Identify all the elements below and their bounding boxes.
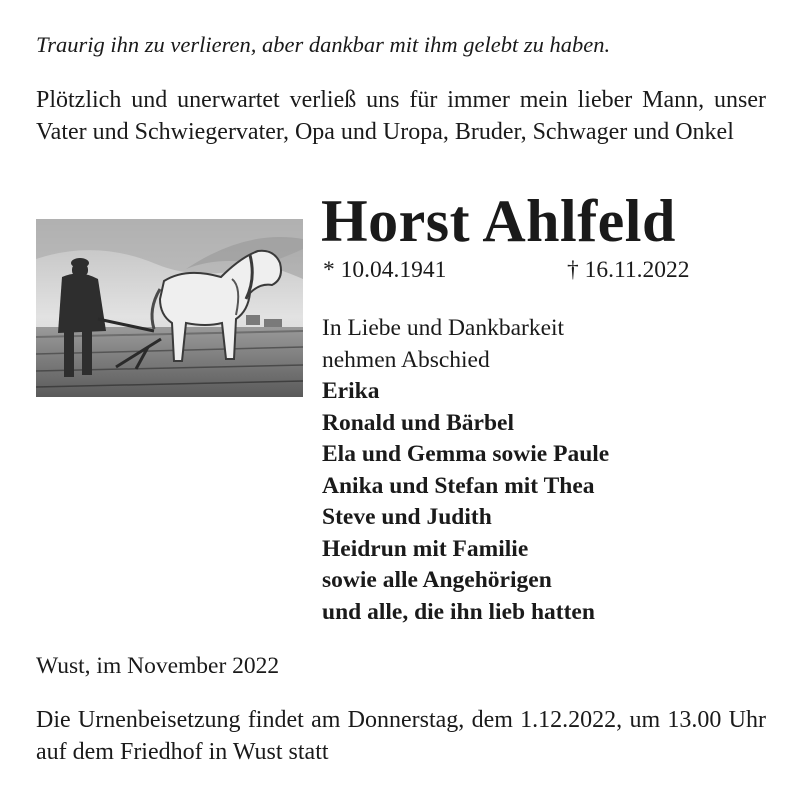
mourner-name: Steve und Judith [322,504,492,530]
intro-paragraph: Plötzlich und unerwartet verließ uns für immer mein lieber Mann, unser Vater und Schwiegervater, Opa und Uropa, Bruder, Schwager und Onkel [36,87,766,145]
mourners-block [322,312,782,628]
funeral-paragraph: Die Urnenbeisetzung findet am Donnerstag, dem 1.12.2022, um 13.00 Uhr auf dem Friedhof in Wust statt [36,707,766,765]
mourner-name: Anika und Stefan mit Thea [322,472,595,499]
mourner-name: sowie alle Angehörigen [322,567,552,593]
mourner-name: Erika [322,378,380,404]
farewell-line: In Liebe und Dankbarkeit [322,315,565,341]
mourner-name: Ela und Gemma sowie Paule [322,441,610,467]
mourner-name: Ronald und Bärbel [322,409,514,436]
motto-quote: Traurig ihn zu verlieren, aber dankbar mit ihm gelebt zu haben. [36,32,611,57]
birth-date: * 10.04.1941 [323,257,447,283]
death-date: † 16.11.2022 [567,257,690,283]
deceased-name: Horst Ahlfeld [321,188,676,254]
place-and-date: Wust, im November 2022 [36,653,280,679]
mourner-name: und alle, die ihn lieb hatten [322,598,595,625]
mourner-name: Heidrun mit Familie [322,535,529,562]
plowing-horse-illustration [36,219,303,397]
intro-text [36,84,766,148]
funeral-info [36,704,766,768]
farewell-line: nehmen Abschied [322,347,490,373]
